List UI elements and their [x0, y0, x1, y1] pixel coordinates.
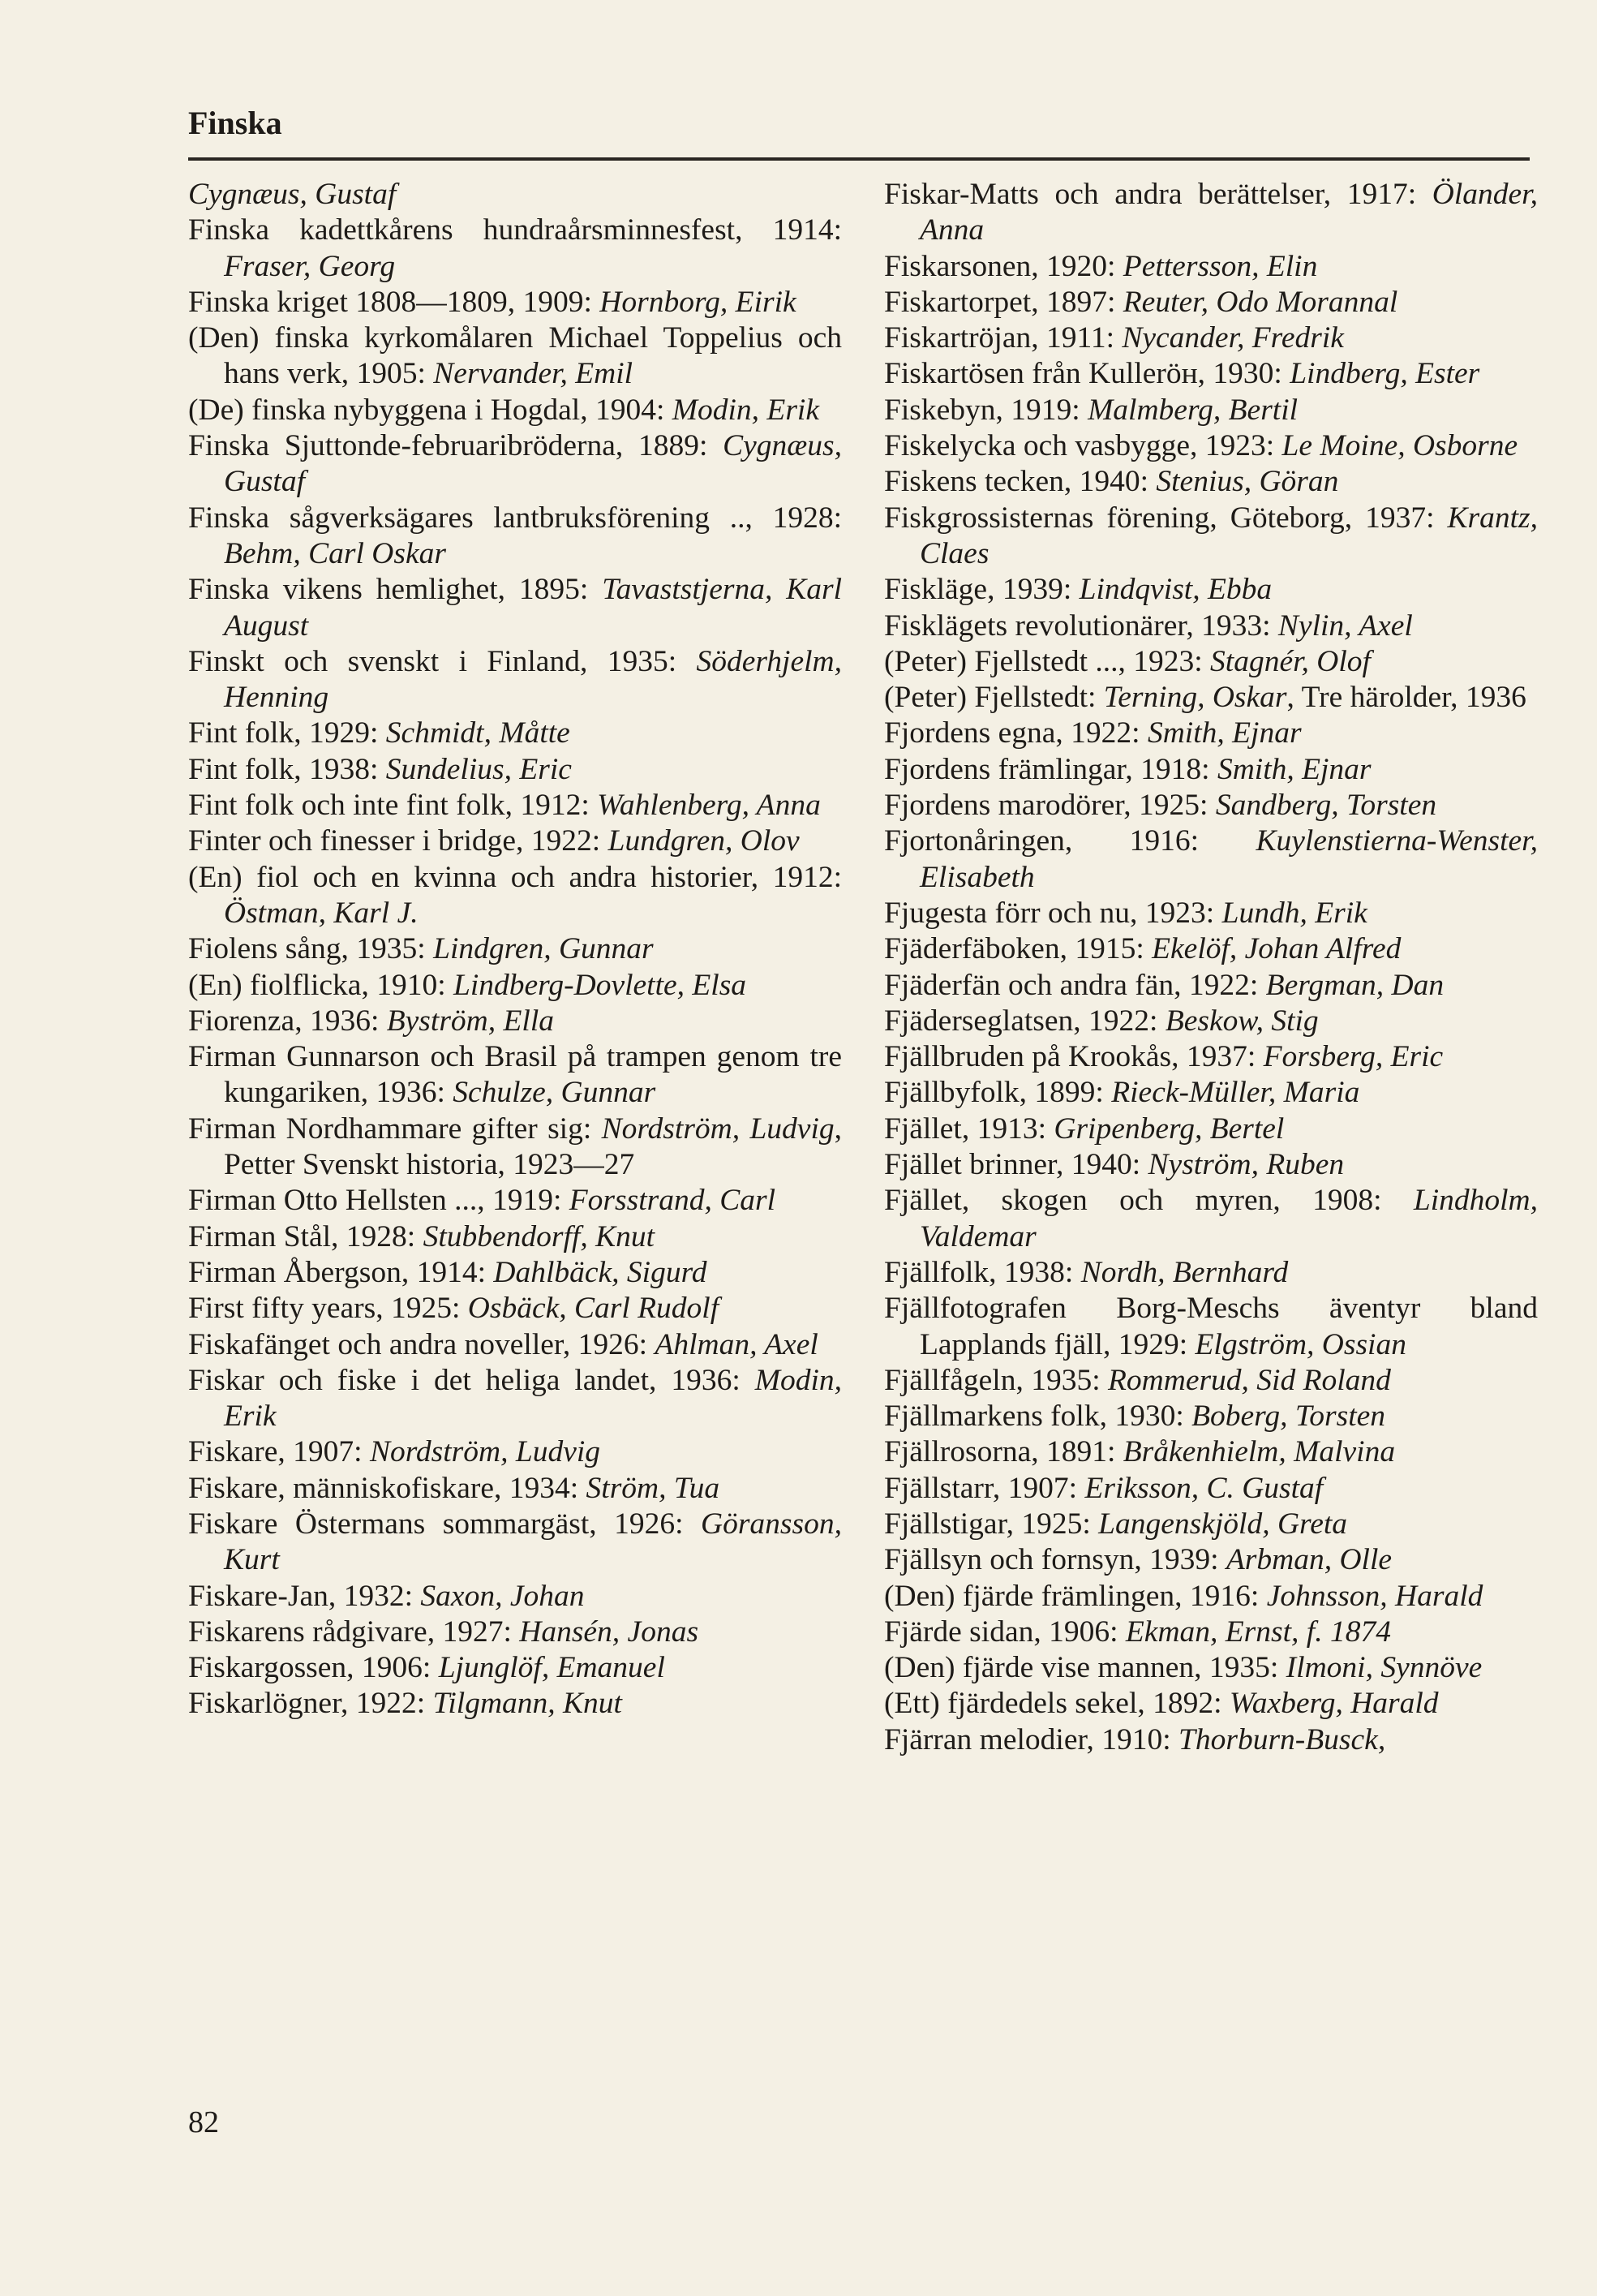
entry-author: Beskow, Stig — [1165, 1004, 1319, 1038]
entry-title: Fjällfotografen Borg-Meschs äventyr bland Lapplands fjäll, 1929: — [884, 1292, 1538, 1361]
entry-title: Finska kriget 1808—1809, 1909: — [188, 285, 600, 319]
index-entry — [884, 320, 1538, 356]
index-entry — [188, 968, 842, 1004]
entry-title: Fjället, 1913: — [884, 1111, 1054, 1146]
entry-suffix: , Petter Svenskt historia, 1923—27 — [224, 1111, 842, 1182]
entry-author: Lundh, Erik — [1221, 896, 1367, 930]
entry-author: Nyström, Ruben — [1148, 1148, 1345, 1182]
entry-title: (Den) fjärde främlingen, 1916: — [884, 1579, 1267, 1613]
entry-title: Fjällfolk, 1938: — [884, 1255, 1081, 1289]
index-entry — [884, 1399, 1538, 1434]
index-entry — [884, 1363, 1538, 1399]
index-entry — [188, 1471, 842, 1507]
index-entry — [188, 860, 842, 932]
entry-title: Fjäderfän och andra fän, 1922: — [884, 968, 1266, 1002]
entry-author: Nervander, Emil — [433, 357, 633, 391]
index-entry — [188, 1291, 842, 1326]
entry-author: Sundelius, Eric — [385, 752, 572, 786]
index-entry — [884, 896, 1538, 931]
entry-author: Fraser, Georg — [224, 249, 396, 283]
index-entry — [188, 320, 842, 393]
entry-author: Modin, Erik — [224, 1363, 842, 1434]
index-entry — [188, 285, 842, 320]
index-entry — [884, 501, 1538, 573]
entry-author: Lindqvist, Ebba — [1079, 573, 1273, 607]
index-entry — [884, 1291, 1538, 1363]
entry-author: Byström, Ella — [386, 1004, 554, 1038]
entry-title: Fiskartorpet, 1897: — [884, 285, 1123, 319]
running-head: Finska — [188, 105, 282, 141]
index-entry — [188, 572, 842, 644]
entry-author: Smith, Ejnar — [1217, 752, 1372, 786]
page-number: 82 — [188, 2105, 219, 2139]
index-entry — [884, 716, 1538, 751]
entry-author: Schulze, Gunnar — [453, 1076, 656, 1110]
entry-author: Terning, Oskar — [1103, 681, 1287, 715]
entry-title: Finter och finesser i bridge, 1922: — [188, 824, 608, 858]
entry-author: Johnsson, Harald — [1266, 1579, 1483, 1613]
entry-author: Thorburn-Busck, — [1178, 1722, 1386, 1756]
index-entry — [884, 1111, 1538, 1147]
entry-author: Lindgren, Gunnar — [433, 932, 654, 966]
index-entry — [884, 572, 1538, 608]
entry-title: Fiskargossen, 1906: — [188, 1651, 439, 1685]
entry-author: Tilgmann, Knut — [432, 1687, 622, 1721]
index-entry — [188, 1579, 842, 1615]
entry-title: Fiskartröjan, 1911: — [884, 321, 1123, 355]
entry-title: Fiskarlögner, 1922: — [188, 1687, 433, 1721]
entry-title: First fifty years, 1925: — [188, 1292, 468, 1326]
index-entry — [188, 1183, 842, 1219]
index-entry — [188, 1363, 842, 1435]
index-entry — [884, 931, 1538, 967]
entry-author: Lindberg-Dovlette, Elsa — [453, 968, 747, 1002]
entry-author: Forsstrand, Carl — [569, 1184, 775, 1218]
header-rule — [188, 157, 1530, 161]
entry-author: Ölander, Anna — [920, 178, 1538, 247]
entry-author: Waxberg, Harald — [1229, 1687, 1439, 1721]
index-entry — [884, 464, 1538, 500]
entry-title: (Den) finska kyrkomålaren Michael Toppelius och hans verk, 1905: — [188, 321, 842, 391]
entry-author: Nordström, Ludvig — [369, 1435, 601, 1469]
entry-title: Finska sågverksägares lantbruksförening .., 1928: — [188, 501, 842, 535]
entry-title: Fjällrosorna, 1891: — [884, 1435, 1123, 1469]
entry-author: Tavaststjerna, Karl August — [224, 573, 842, 643]
index-entry — [188, 1507, 842, 1579]
index-entry — [188, 1219, 842, 1255]
entry-author: Söderhjelm, Henning — [224, 644, 842, 715]
index-entry — [884, 249, 1538, 285]
index-entry — [188, 1686, 842, 1722]
entry-author: Hansén, Jonas — [519, 1615, 699, 1649]
entry-title: Firman Åbergson, 1914: — [188, 1255, 494, 1289]
entry-author: Stubbendorff, Knut — [423, 1219, 655, 1253]
entry-author: Schmidt, Måtte — [385, 716, 570, 750]
index-entry — [188, 1615, 842, 1650]
entry-author: Kuylenstierna-Wenster, Elisabeth — [920, 824, 1538, 894]
index-entry — [188, 1004, 842, 1039]
entry-author: Göransson, Kurt — [224, 1507, 842, 1577]
entry-title: Fjällbruden på Krookås, 1937: — [884, 1040, 1264, 1074]
index-entry — [188, 393, 842, 428]
index-entry — [884, 1507, 1538, 1542]
index-entry — [884, 1615, 1538, 1650]
entry-author: Dahlbäck, Sigurd — [493, 1255, 707, 1289]
index-entry — [884, 1147, 1538, 1183]
index-entry — [188, 716, 842, 751]
index-entry — [884, 1579, 1538, 1615]
entry-title: Fiskens tecken, 1940: — [884, 465, 1157, 499]
index-entry — [884, 393, 1538, 428]
entry-author: Sandberg, Torsten — [1215, 789, 1437, 823]
index-entry — [884, 752, 1538, 788]
entry-title: Fjordens främlingar, 1918: — [884, 752, 1217, 786]
entry-title: Fjordens marodörer, 1925: — [884, 789, 1216, 823]
index-entry — [884, 356, 1538, 392]
entry-author: Lindberg, Ester — [1290, 357, 1480, 391]
entry-title: Fiolens sång, 1935: — [188, 932, 434, 966]
right-column — [884, 177, 1538, 1758]
entry-title: Fiskarens rådgivare, 1927: — [188, 1615, 520, 1649]
index-entry — [188, 1327, 842, 1363]
index-entry — [884, 1722, 1538, 1758]
entry-title: Fjällbyfolk, 1899: — [884, 1076, 1112, 1110]
entry-author: Nylin, Axel — [1277, 608, 1413, 643]
entry-author: Boberg, Torsten — [1191, 1400, 1386, 1434]
entry-title: Fiskebyn, 1919: — [884, 393, 1088, 427]
entry-title: (Ett) fjärdedels sekel, 1892: — [884, 1687, 1230, 1721]
entry-title: Fjordens egna, 1922: — [884, 716, 1148, 750]
entry-author: Pettersson, Elin — [1123, 249, 1318, 283]
entry-title: (Peter) Fjellstedt: — [884, 681, 1104, 715]
index-entry — [884, 1039, 1538, 1075]
index-entry — [884, 608, 1538, 644]
entry-author: Ström, Tua — [586, 1471, 720, 1505]
entry-title: Fjällstigar, 1925: — [884, 1507, 1099, 1541]
index-entry — [188, 1255, 842, 1291]
entry-title: (Peter) Fjellstedt ..., 1923: — [884, 644, 1211, 678]
entry-title: Fiskare-Jan, 1932: — [188, 1579, 421, 1613]
entry-author: Eriksson, C. Gustaf — [1084, 1471, 1324, 1505]
index-entry — [188, 177, 842, 213]
entry-title: Fiskar-Matts och andra berättelser, 1917: — [884, 178, 1432, 211]
index-entry — [884, 1471, 1538, 1507]
index-entry — [188, 644, 842, 716]
entry-author: Arbman, Olle — [1226, 1543, 1393, 1577]
entry-title: Fisklägets revolutionärer, 1933: — [884, 608, 1278, 643]
entry-author: Ekelöf, Johan Alfred — [1152, 932, 1402, 966]
index-entry — [188, 213, 842, 285]
index-entry — [188, 1650, 842, 1686]
entry-author: Nycander, Fredrik — [1122, 321, 1344, 355]
entry-title: Fiskartösen från Kulleröн, 1930: — [884, 357, 1290, 391]
entry-title: Fjäderseglatsen, 1922: — [884, 1004, 1166, 1038]
entry-author: Ilmoni, Synnöve — [1286, 1651, 1483, 1685]
entry-title: Fjället, skogen och myren, 1908: — [884, 1184, 1414, 1218]
index-entry — [884, 285, 1538, 320]
entry-title: Fint folk, 1929: — [188, 716, 386, 750]
entry-title: Fjugesta förr och nu, 1923: — [884, 896, 1222, 930]
index-entry — [884, 788, 1538, 823]
index-entry — [884, 1255, 1538, 1291]
entry-title: Fiskare Östermans sommargäst, 1926: — [188, 1507, 701, 1541]
entry-author: Krantz, Claes — [920, 501, 1538, 570]
entry-author: Gripenberg, Bertel — [1054, 1111, 1285, 1146]
index-entry — [188, 931, 842, 967]
entry-author: Ahlman, Axel — [655, 1327, 818, 1361]
index-entry — [884, 1075, 1538, 1111]
entry-author: Nordh, Bernhard — [1080, 1255, 1289, 1289]
entry-author: Hornborg, Eirik — [599, 285, 796, 319]
index-entry — [884, 428, 1538, 464]
entry-author: Lundgren, Olov — [607, 824, 800, 858]
entry-author: Le Moine, Osborne — [1281, 429, 1518, 463]
entry-title: Fiskläge, 1939: — [884, 573, 1080, 607]
entry-title: Finska vikens hemlighet, 1895: — [188, 573, 603, 607]
entry-title: Fiskarsonen, 1920: — [884, 249, 1123, 283]
index-entry — [188, 1111, 842, 1184]
left-column — [188, 177, 842, 1722]
entry-title: Fiskelycka och vasbygge, 1923: — [884, 429, 1282, 463]
index-entry — [188, 1434, 842, 1470]
entry-author: Modin, Erik — [672, 393, 819, 427]
entry-title: Fjärran melodier, 1910: — [884, 1722, 1178, 1756]
entry-title: Finska kadettkårens hundraårsminnesfest, 1914: — [188, 213, 842, 247]
entry-title: Firman Nordhammare gifter sig: — [188, 1111, 602, 1146]
index-entry — [188, 823, 842, 859]
index-entry — [884, 1004, 1538, 1039]
entry-title: Fiskgrossisternas förening, Göteborg, 1937: — [884, 501, 1448, 535]
entry-author: Cygnæus, Gustaf — [188, 178, 397, 211]
entry-author: Behm, Carl Oskar — [224, 536, 446, 570]
entry-title: Fiorenza, 1936: — [188, 1004, 387, 1038]
entry-title: Fjortonåringen, 1916: — [884, 824, 1256, 858]
entry-title: (De) finska nybyggena i Hogdal, 1904: — [188, 393, 672, 427]
index-entry — [884, 1542, 1538, 1578]
entry-author: Bergman, Dan — [1265, 968, 1445, 1002]
index-entry — [188, 1039, 842, 1111]
entry-title: Firman Stål, 1928: — [188, 1219, 423, 1253]
index-entry — [884, 1183, 1538, 1255]
entry-author: Rommerud, Sid Roland — [1108, 1363, 1391, 1397]
index-entry — [884, 1650, 1538, 1686]
entry-author: Saxon, Johan — [420, 1579, 585, 1613]
entry-title: Fint folk, 1938: — [188, 752, 386, 786]
entry-author: Rieck-Müller, Maria — [1111, 1076, 1360, 1110]
index-entry — [884, 968, 1538, 1004]
entry-title: (Den) fjärde vise mannen, 1935: — [884, 1651, 1286, 1685]
entry-author: Stenius, Göran — [1156, 465, 1339, 499]
entry-title: Firman Otto Hellsten ..., 1919: — [188, 1184, 569, 1218]
entry-author: Elgström, Ossian — [1195, 1327, 1406, 1361]
index-entry — [884, 644, 1538, 680]
entry-author: Langenskjöld, Greta — [1098, 1507, 1348, 1541]
index-entry — [884, 680, 1538, 716]
index-entry — [188, 752, 842, 788]
entry-author: Forsberg, Eric — [1263, 1040, 1444, 1074]
entry-title: Firman Gunnarson och Brasil på trampen genom tre kungariken, 1936: — [188, 1040, 842, 1110]
entry-title: Fjällmarkens folk, 1930: — [884, 1400, 1192, 1434]
entry-title: Fjällstarr, 1907: — [884, 1471, 1085, 1505]
entry-author: Cygnæus, Gustaf — [224, 429, 842, 499]
entry-author: Ekman, Ernst, f. 1874 — [1125, 1615, 1391, 1649]
entry-author: Bråkenhielm, Malvina — [1123, 1435, 1396, 1469]
entry-title: (En) fiolflicka, 1910: — [188, 968, 453, 1002]
entry-author: Wahlenberg, Anna — [597, 789, 821, 823]
entry-title: Finskt och svenskt i Finland, 1935: — [188, 644, 697, 678]
entry-title: Fjällfågeln, 1935: — [884, 1363, 1108, 1397]
index-entry — [188, 501, 842, 573]
entry-author: Malmberg, Bertil — [1088, 393, 1299, 427]
entry-author: Lindholm, Valdemar — [920, 1184, 1538, 1253]
entry-author: Nordström, Ludvig — [601, 1111, 835, 1146]
entry-title: Fint folk och inte fint folk, 1912: — [188, 789, 598, 823]
entry-suffix: , Tre härolder, 1936 — [1286, 681, 1526, 715]
index-entry — [884, 1686, 1538, 1722]
entry-author: Reuter, Odo Morannal — [1123, 285, 1398, 319]
entry-title: Finska Sjuttonde-februaribröderna, 1889: — [188, 429, 723, 463]
entry-author: Smith, Ejnar — [1147, 716, 1302, 750]
entry-author: Östman, Karl J. — [224, 896, 419, 930]
index-entry — [884, 1434, 1538, 1470]
entry-title: Fjället brinner, 1940: — [884, 1148, 1148, 1182]
entry-title: Fiskafänget och andra noveller, 1926: — [188, 1327, 655, 1361]
entry-title: Fjärde sidan, 1906: — [884, 1615, 1126, 1649]
entry-author: Ljunglöf, Emanuel — [438, 1651, 665, 1685]
entry-title: Fjäderfäboken, 1915: — [884, 932, 1153, 966]
index-entry — [188, 428, 842, 501]
index-entry — [884, 823, 1538, 896]
index-entry — [884, 177, 1538, 249]
entry-title: Fjällsyn och fornsyn, 1939: — [884, 1543, 1226, 1577]
entry-title: (En) fiol och en kvinna och andra historier, 1912: — [188, 860, 842, 894]
entry-title: Fiskare, människofiskare, 1934: — [188, 1471, 586, 1505]
entry-title: Fiskare, 1907: — [188, 1435, 370, 1469]
entry-title: Fiskar och fiske i det heliga landet, 1936: — [188, 1363, 755, 1397]
entry-author: Stagnér, Olof — [1210, 644, 1371, 678]
entry-author: Osbäck, Carl Rudolf — [467, 1292, 719, 1326]
index-entry — [188, 788, 842, 823]
